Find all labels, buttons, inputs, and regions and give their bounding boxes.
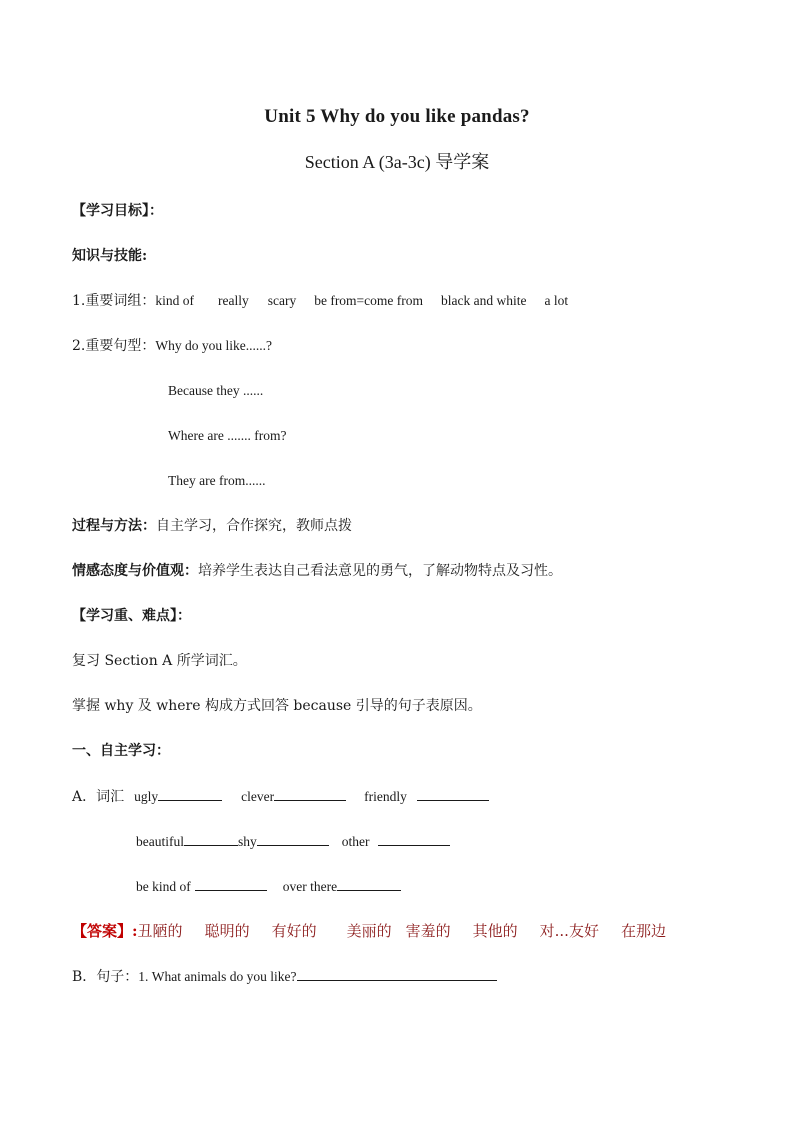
vocab-item: black and white (441, 293, 527, 308)
word-prompt: clever (241, 789, 275, 804)
key-point-line: 掌握 why 及 where 构成方式回答 because 引导的句子表原因。 (72, 698, 482, 714)
answer-blank[interactable] (297, 966, 497, 981)
pattern-item: Where are ....... from? (168, 428, 287, 443)
vocab-item: scary (267, 293, 297, 308)
key-points-heading: 【学习重、难点】： (72, 608, 191, 624)
answer-item: 其他的 (472, 922, 518, 940)
answer-blank[interactable] (257, 831, 329, 846)
key-point-line: 复习 Section A 所学词汇。 (72, 653, 247, 669)
pattern-item: Why do you like......? (155, 338, 272, 353)
answer-key-label: 【答案】: (72, 922, 138, 940)
answer-blank[interactable] (274, 786, 346, 801)
knowledge-skills-heading: 知识与技能: (72, 248, 148, 264)
word-prompt: beautiful (136, 834, 184, 849)
learning-goals-heading: 【学习目标】： (72, 203, 163, 219)
answer-blank[interactable] (417, 786, 489, 801)
process-method-line (72, 516, 352, 536)
document-subtitle: Section A (3a-3c) 导学案 (304, 152, 490, 172)
sentence-prompt: 1. What animals do you like? (138, 969, 297, 984)
answer-blank[interactable] (184, 831, 238, 846)
process-label: 过程与方法： (72, 518, 156, 534)
answer-item: 害羞的 (405, 922, 451, 940)
sentence-exercise-line (72, 966, 497, 987)
word-prompt: be kind of (136, 879, 191, 894)
word-prompt: friendly (364, 789, 407, 804)
answer-item: 聪明的 (204, 922, 250, 940)
answer-blank[interactable] (337, 876, 401, 891)
attitude-values-line (72, 561, 562, 581)
pattern-prefix: 2.重要句型： (72, 338, 156, 354)
pattern-item: Because they ...... (168, 383, 264, 398)
sentence-patterns-line (72, 336, 272, 356)
answer-blank[interactable] (195, 876, 267, 891)
attitude-label: 情感态度与价值观： (72, 563, 198, 579)
vocab-item: be from=come from (314, 293, 424, 308)
answer-item: 丑陋的 (137, 922, 183, 940)
answer-blank[interactable] (378, 831, 450, 846)
vocab-exercise-prefix: A．词汇 (72, 789, 125, 805)
vocab-item: a lot (544, 293, 569, 308)
vocab-exercise-row (136, 876, 401, 897)
vocab-exercise-row (136, 831, 450, 852)
vocab-item: kind of (155, 293, 194, 308)
attitude-text: 培养学生表达自己看法意见的勇气，了解动物特点及习性。 (198, 563, 562, 579)
word-prompt: shy (237, 834, 257, 849)
pattern-item: They are from...... (168, 473, 266, 488)
self-study-heading: 一、自主学习： (72, 743, 170, 759)
answer-blank[interactable] (158, 786, 222, 801)
sentence-exercise-prefix: B．句子： (72, 969, 139, 985)
vocab-prefix: 1.重要词组： (72, 293, 156, 309)
answer-key-line (72, 921, 666, 941)
vocab-exercise-row (72, 786, 489, 807)
process-text: 自主学习，合作探究，教师点拨 (156, 518, 352, 534)
word-prompt: over there (282, 879, 338, 894)
word-prompt: other (341, 834, 370, 849)
word-prompt: ugly (134, 789, 159, 804)
answer-item: 美丽的 (346, 922, 392, 940)
vocab-item: really (217, 293, 249, 308)
document-title: Unit 5 Why do you like pandas? (264, 106, 530, 127)
answer-item: 对...友好 (539, 922, 599, 940)
answer-item: 有好的 (271, 922, 317, 940)
vocab-phrases-line (72, 291, 568, 311)
answer-item: 在那边 (620, 922, 666, 940)
